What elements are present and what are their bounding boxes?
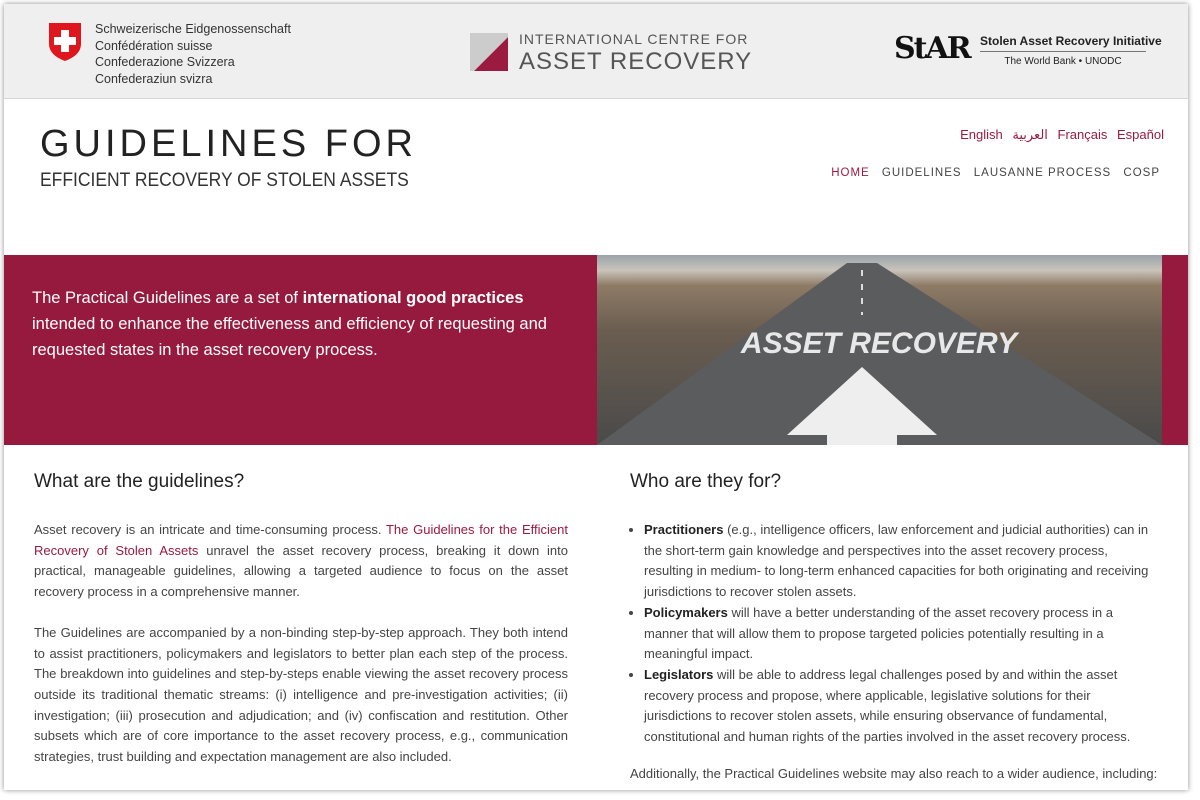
what-section — [34, 470, 568, 788]
nav-home[interactable]: HOME — [831, 167, 870, 179]
icar-logo-line1[interactable]: INTERNATIONAL CENTRE FOR — [519, 31, 749, 47]
what-paragraph-1: Asset recovery is an intricate and time-consuming process. The Guidelines for the Efficient Recovery of Stolen Assets unravel the asset recovery process, breaking it down into practical, manageable guidelines, allowing a targeted audience to focus on the asset recovery process in a comprehensive manner. — [34, 522, 568, 600]
lang-arabic[interactable]: العربية — [1012, 127, 1048, 142]
list-item: • Legislators will be able to address legal challenges posed by and within the asset recovery process and propose, where applicable, legislative solutions for their jurisdictions to recover stolen assets, while ensuring observance of fundamental, constitutional and human rights of the parties involved in the asset recovery process. — [644, 665, 1160, 748]
swiss-coat-of-arms-icon — [48, 22, 82, 62]
audience-list — [630, 520, 1160, 748]
road-illustration — [597, 255, 1162, 445]
star-logo-title: Stolen Asset Recovery Initiative — [980, 34, 1146, 52]
main-nav — [823, 166, 1160, 180]
star-logo[interactable]: StAR — [894, 32, 970, 66]
swiss-name-de: Schweizerische Eidgenossenschaft — [95, 22, 291, 36]
nav-cosp[interactable]: COSP — [1123, 167, 1160, 179]
road-image — [597, 255, 1162, 445]
icar-logo-icon — [470, 33, 508, 71]
hero-text: The Practical Guidelines are a set of international good practices intended to enhance the effectiveness and efficiency of requesting and requested states in the asset recovery process. — [32, 289, 547, 359]
what-paragraph-2: The Guidelines are accompanied by a non-binding step-by-step approach. They both intend to assist practitioners, policymakers and legislators to better plan each step of the process. The breakdown into guidelines and step-by-steps enable viewing the asset recovery process outside its traditional thematic streams: (i) intelligence and pre-investigation activities; (ii) investigation; (iii) prosecution and adjudication; and (iv) confiscation and restitution. Other subsets which are of core importance to the asset recovery process, e.g., communication strategies, trust building and expectation management are also included. — [34, 624, 568, 765]
nav-guidelines[interactable]: GUIDELINES — [881, 167, 962, 179]
language-switcher — [954, 127, 1164, 143]
page — [4, 4, 1188, 790]
list-item: • Policymakers will have a better understanding of the asset recovery process in a manner that will allow them to propose targeted policies potentially resulting in a meaningful impact. — [644, 603, 1160, 665]
swiss-name-fr: Confédération suisse — [95, 38, 213, 53]
swiss-name-rm: Confederaziun svizra — [95, 71, 213, 86]
list-item: • Practitioners (e.g., intelligence officers, law enforcement and judicial authorities) can in the short-term gain knowledge and perspectives into the asset recovery process, resulting in medium- to long-term enhanced capacities for both originating and receiving jurisdictions to recover stolen assets. — [644, 520, 1160, 603]
what-heading: What are the guidelines? — [34, 471, 245, 492]
lang-english[interactable]: English — [960, 127, 1003, 142]
site-subtitle[interactable]: EFFICIENT RECOVERY OF STOLEN ASSETS — [40, 170, 409, 191]
hero-banner — [4, 255, 1188, 445]
site-title[interactable]: GUIDELINES FOR — [40, 123, 417, 165]
road-painted-text: ASSET RECOVERY — [740, 327, 1018, 360]
swiss-name-it: Confederazione Svizzera — [95, 55, 235, 69]
swiss-confederation-logo[interactable] — [95, 21, 291, 87]
lang-spanish[interactable]: Español — [1117, 127, 1164, 142]
icar-logo-line2[interactable]: ASSET RECOVERY — [519, 48, 753, 75]
nav-lausanne-process[interactable]: LAUSANNE PROCESS — [973, 167, 1112, 179]
who-section — [630, 470, 1160, 790]
guidelines-link[interactable]: The Guidelines for the Efficient Recovery of Stolen Assets — [34, 522, 568, 558]
who-heading: Who are they for? — [630, 471, 782, 492]
partner-logo-bar — [4, 4, 1188, 99]
star-logo-subtitle: The World Bank • UNODC — [1004, 56, 1122, 67]
lang-french[interactable]: Français — [1057, 127, 1108, 142]
who-additional: Additionally, the Practical Guidelines website may also reach to a wider audience, including: — [630, 765, 1158, 781]
